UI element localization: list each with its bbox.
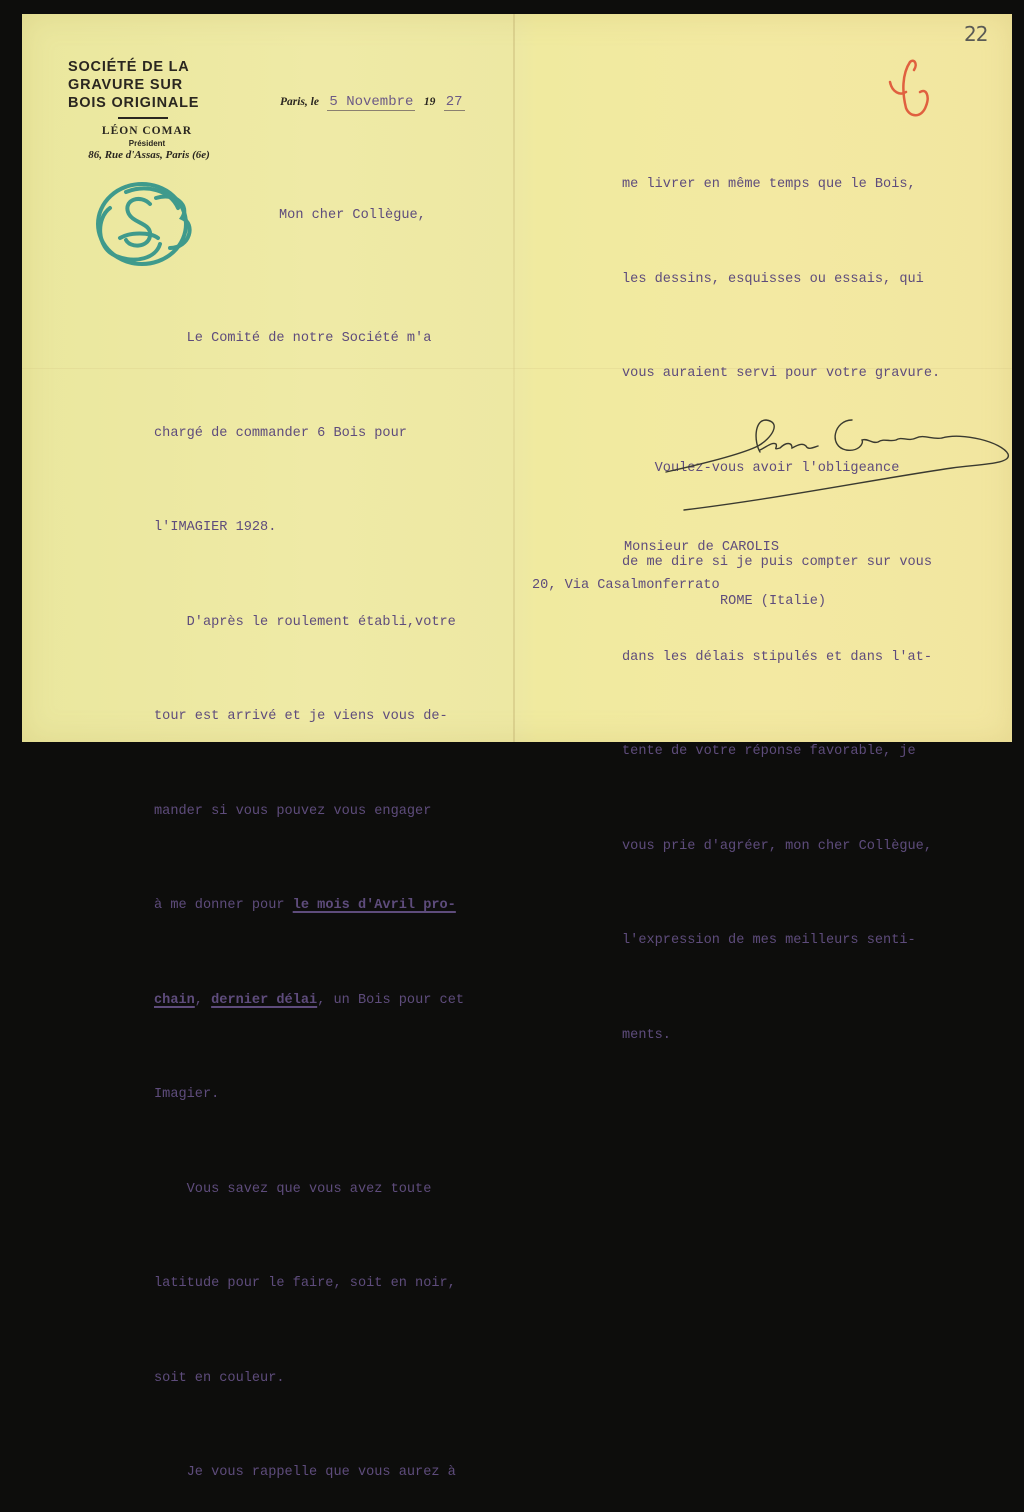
body-right-column — [622, 106, 940, 1114]
society-name-line-3: BOIS ORIGINALE — [68, 95, 200, 111]
recipient-name: Monsieur de CAROLIS — [624, 540, 779, 555]
underlined-final-deadline: dernier délai — [211, 992, 318, 1008]
body-line: soit en couleur. — [154, 1370, 285, 1386]
body-line: Imagier. — [154, 1087, 220, 1102]
body-line: dans les délais stipulés et dans l'at- — [622, 649, 932, 665]
body-line: de me dire si je puis compter sur vous — [622, 555, 932, 570]
dateline — [280, 94, 465, 111]
body-line: l'expression de mes meilleurs senti- — [622, 933, 916, 948]
body-line-underlined — [154, 985, 464, 1017]
underlined-deadline-cont: chain — [154, 992, 195, 1008]
body-line: ments. — [622, 1027, 671, 1043]
date-day-month: 5 Novembre — [329, 94, 414, 110]
signature-icon — [662, 402, 1022, 522]
text-segment: , — [194, 992, 212, 1008]
recipient-city: ROME (Italie) — [720, 594, 827, 609]
salutation: Mon cher Collègue, — [279, 208, 426, 223]
body-line: chargé de commander 6 Bois pour — [154, 425, 407, 441]
date-century: 19 — [423, 96, 436, 108]
body-line: Voulez-vous avoir l'obligeance — [622, 460, 900, 476]
letterhead — [62, 58, 222, 161]
underlined-deadline-month: le mois d'Avril pro- — [292, 898, 456, 913]
president-name: LÉON COMAR — [101, 125, 193, 137]
president-title: Président — [128, 139, 166, 148]
body-line: Je vous rappelle que vous aurez à — [154, 1465, 456, 1480]
letterhead-divider — [118, 117, 168, 119]
page-number-annotation: 22 — [964, 22, 988, 46]
recipient-street: 20, Via Casalmonferrato — [532, 578, 720, 593]
text-segment: , un Bois pour cet — [317, 992, 465, 1008]
text-segment: à me donner pour — [154, 898, 293, 913]
society-name-line-1: SOCIÉTÉ DE LA — [68, 59, 190, 75]
body-line: les dessins, esquisses ou essais, qui — [622, 271, 924, 287]
body-line: me livrer en même temps que le Bois, — [622, 177, 916, 192]
center-fold — [513, 14, 515, 742]
body-line: vous auraient servi pour votre gravure. — [622, 366, 941, 381]
body-line: l'IMAGIER 1928. — [154, 520, 277, 535]
society-address: 86, Rue d'Assas, Paris (6e) — [88, 149, 210, 161]
body-line: tour est arrivé et je viens vous de- — [154, 709, 448, 724]
letter-page — [22, 14, 1012, 1480]
date-year: 27 — [445, 94, 463, 110]
body-line: latitude pour le faire, soit en noir, — [154, 1276, 456, 1291]
society-name-line-2: GRAVURE SUR — [68, 77, 183, 93]
body-line: Vous savez que vous avez toute — [154, 1181, 432, 1197]
body-line: vous prie d'agréer, mon cher Collègue, — [622, 838, 932, 854]
body-line: tente de votre réponse favorable, je — [622, 744, 916, 759]
date-label: Paris, le — [280, 96, 319, 108]
body-line: mander si vous pouvez vous engager — [154, 803, 432, 819]
body-line-underlined — [154, 890, 464, 922]
body-line: D'après le roulement établi,votre — [154, 614, 456, 630]
sgbo-monogram-icon — [86, 178, 198, 270]
body-left-column — [154, 260, 464, 1512]
body-line: Le Comité de notre Société m'a — [154, 331, 432, 346]
